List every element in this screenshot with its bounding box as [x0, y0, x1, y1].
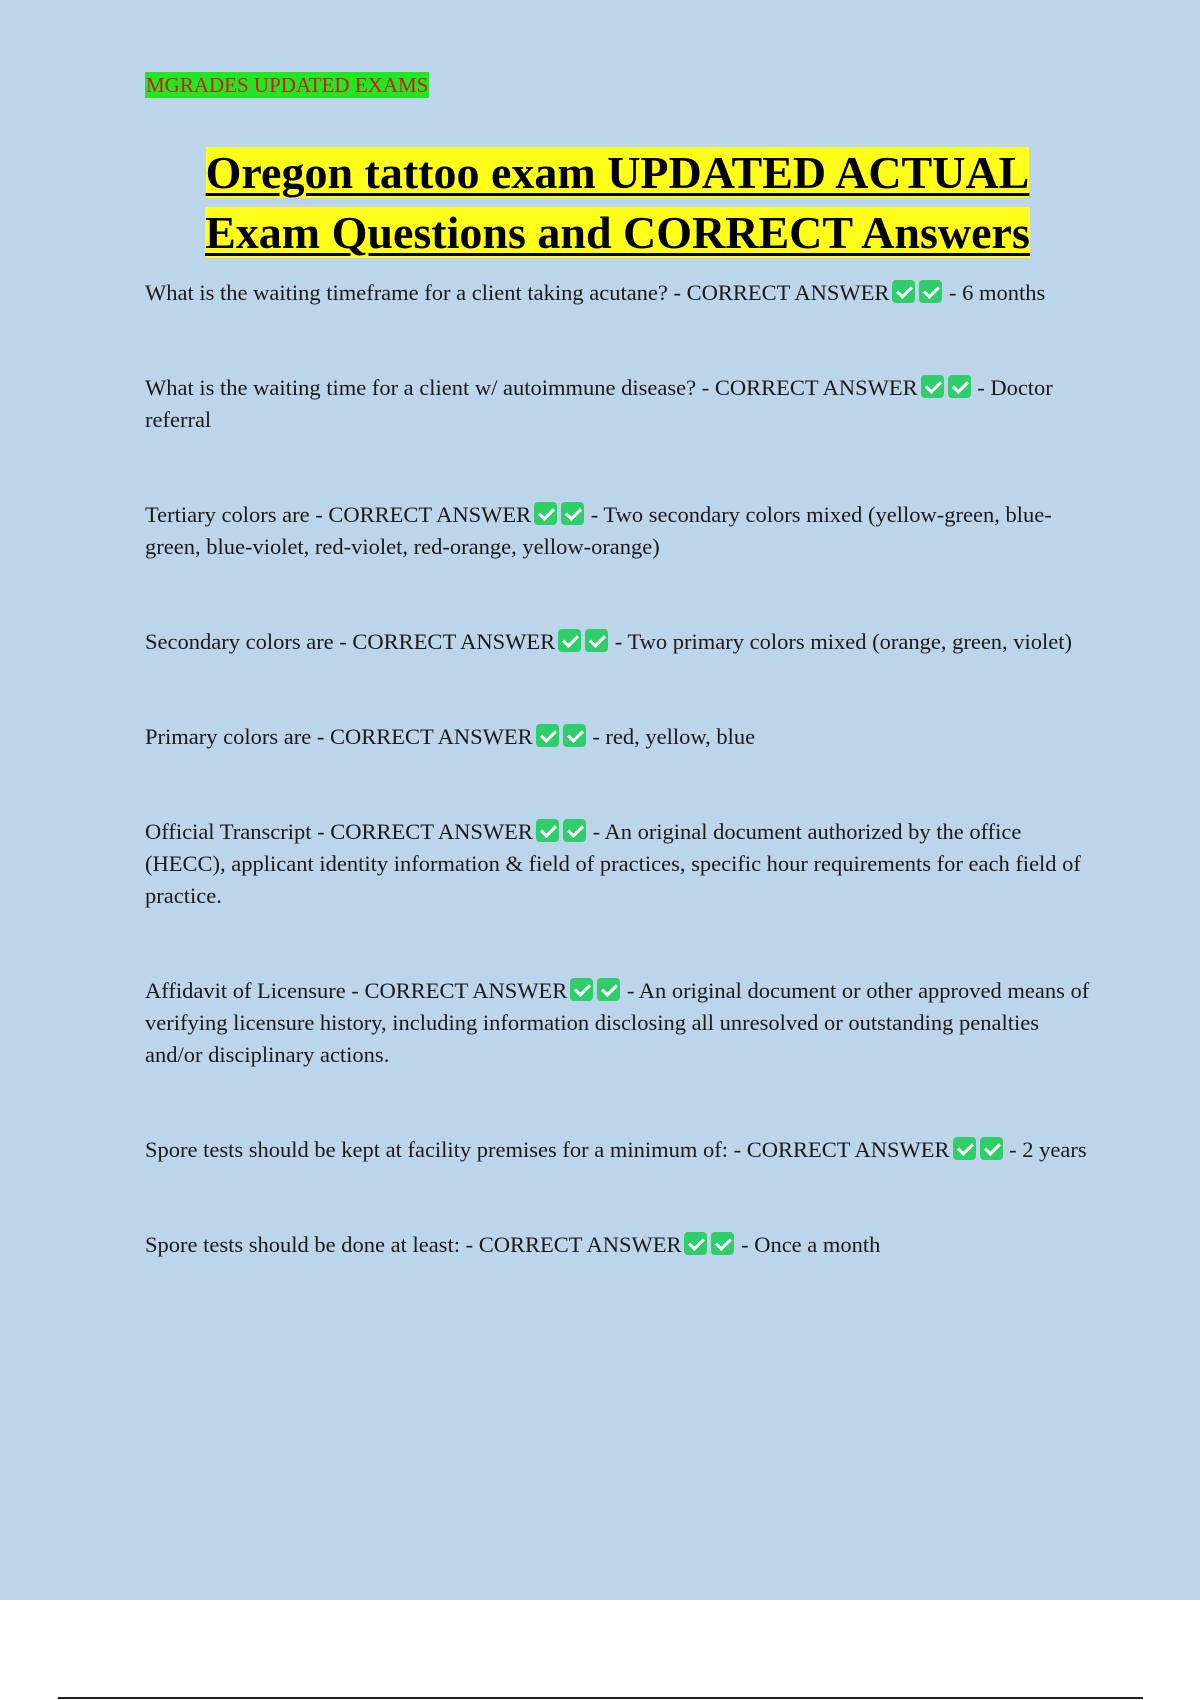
qa-item	[145, 626, 1090, 658]
checkmark-icon	[563, 724, 586, 747]
checkmark-icon	[711, 1232, 734, 1255]
answer-marker: CORRECT ANSWER	[478, 1232, 682, 1257]
question-text: Primary colors are -	[145, 724, 325, 749]
answer-marker: CORRECT ANSWER	[328, 502, 532, 527]
qa-item	[145, 975, 1090, 1071]
header-tag: MGRADES UPDATED EXAMS	[146, 73, 429, 97]
checkmark-icon	[948, 375, 971, 398]
checkmark-icon	[563, 819, 586, 842]
question-text: What is the waiting timeframe for a client taking acutane? -	[145, 280, 682, 305]
qa-item	[145, 816, 1090, 912]
checkmark-icon	[536, 819, 559, 842]
checkmark-icon	[561, 502, 584, 525]
title-line-1: Oregon tattoo exam UPDATED ACTUAL	[205, 147, 1030, 198]
answer-marker: CORRECT ANSWER	[686, 280, 890, 305]
title-line-2: Exam Questions and CORRECT Answers	[205, 207, 1030, 258]
document-title	[145, 143, 1090, 263]
qa-item	[145, 1134, 1090, 1166]
checkmark-icon	[919, 280, 942, 303]
question-text: Tertiary colors are -	[145, 502, 323, 527]
question-text: What is the waiting time for a client w/ autoimmune disease? -	[145, 375, 710, 400]
checkmark-icon	[534, 502, 557, 525]
question-text: Official Transcript -	[145, 819, 325, 844]
qa-item	[145, 277, 1090, 309]
answer-text: - Once a month	[741, 1232, 881, 1257]
checkmark-icon	[570, 978, 593, 1001]
checkmark-icon	[585, 629, 608, 652]
checkmark-icon	[921, 375, 944, 398]
qa-item	[145, 1229, 1090, 1261]
answer-marker: CORRECT ANSWER	[329, 724, 533, 749]
checkmark-icon	[953, 1137, 976, 1160]
answer-marker: CORRECT ANSWER	[330, 819, 533, 844]
checkmark-icon	[684, 1232, 707, 1255]
qa-item	[145, 372, 1090, 436]
answer-text: - red, yellow, blue	[592, 724, 756, 749]
page-divider	[58, 1697, 1143, 1699]
answer-text: - An original document or other approved means of verifying licensure history, including information disclosing all unresolved or outstanding penalties and/or disciplinary actions.	[145, 978, 1090, 1067]
qa-list	[145, 277, 1090, 1261]
answer-marker: CORRECT ANSWER	[714, 375, 918, 400]
document-content	[145, 72, 1090, 1261]
checkmark-icon	[980, 1137, 1003, 1160]
checkmark-icon	[892, 280, 915, 303]
question-text: Affidavit of Licensure -	[145, 978, 359, 1003]
answer-marker: CORRECT ANSWER	[352, 629, 556, 654]
answer-text: - 2 years	[1009, 1137, 1087, 1162]
answer-text: - Doctor referral	[145, 375, 1053, 432]
answer-text: - 6 months	[949, 280, 1046, 305]
question-text: Spore tests should be done at least: -	[145, 1232, 474, 1257]
qa-item	[145, 499, 1090, 563]
answer-text: - Two primary colors mixed (orange, green, violet)	[614, 629, 1073, 654]
answer-text: - An original document authorized by the office (HECC), applicant identity information & field of practices, specific hour requirements for each field of practice.	[145, 819, 1081, 908]
answer-marker: CORRECT ANSWER	[364, 978, 568, 1003]
answer-text: - Two secondary colors mixed (yellow-green, blue-green, blue-violet, red-violet, red-orange, yellow-orange)	[145, 502, 1052, 559]
qa-item	[145, 721, 1090, 753]
answer-marker: CORRECT ANSWER	[746, 1137, 950, 1162]
checkmark-icon	[597, 978, 620, 1001]
question-text: Spore tests should be kept at facility premises for a minimum of: -	[145, 1137, 742, 1162]
checkmark-icon	[536, 724, 559, 747]
question-text: Secondary colors are -	[145, 629, 347, 654]
checkmark-icon	[558, 629, 581, 652]
